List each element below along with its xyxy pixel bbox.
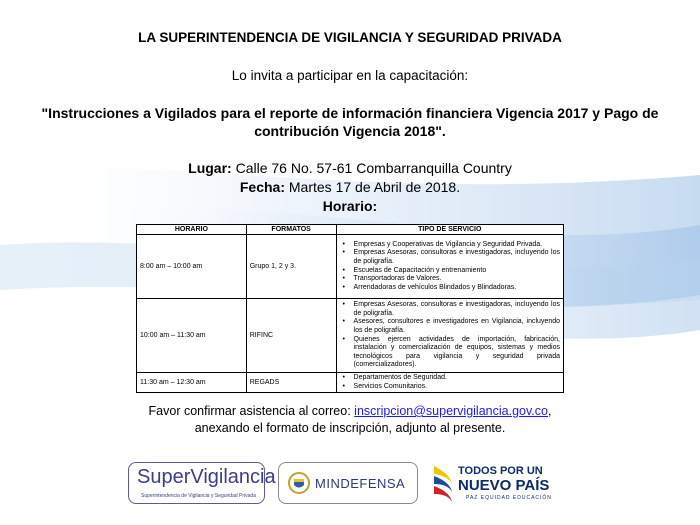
invitation-text: Lo invita a participar en la capacitación: (231, 68, 469, 83)
list-item: • Escuelas de Capacitación y entrenamiento (340, 267, 560, 276)
row-time: 11:30 am – 12:30 am (137, 373, 247, 393)
row-format: REGADS (246, 373, 336, 393)
row-services (336, 299, 563, 373)
list-item: • Servicios Comunitarios. (340, 383, 560, 392)
list-item: • Departamentos de Seguridad. (340, 374, 560, 383)
table-row (137, 235, 564, 299)
service-list (340, 301, 560, 370)
list-item: • Asesores, consultores e investigadores en Vigilancia, incluyendo los de poligrafía. (340, 318, 560, 335)
list-item: • Empresas Asesoras, consultoras e investigadoras, incluyendo los de poligrafía. (340, 249, 560, 266)
logos-bar (0, 462, 700, 507)
list-item: • Empresas Asesoras, consultoras e investigadoras, incluyendo los de poligrafía. (340, 301, 560, 318)
organization-heading: LA SUPERINTENDENCIA DE VIGILANCIA Y SEGURIDAD PRIVADA (138, 30, 562, 45)
row-time: 8:00 am – 10:00 am (137, 235, 247, 299)
service-list (340, 374, 560, 391)
row-time: 10:00 am – 11:30 am (137, 299, 247, 373)
date-line (0, 179, 700, 195)
coat-of-arms-icon (287, 471, 311, 495)
confirm-prefix: Favor confirmar asistencia al correo: (148, 404, 355, 418)
table-row (137, 373, 564, 393)
flag-swoosh-icon (430, 464, 456, 504)
todos-line2: NUEVO PAÍS (458, 477, 550, 494)
confirmation-text (0, 403, 700, 437)
header-tipo-servicio: TIPO DE SERVICIO (336, 225, 563, 235)
schedule-table (136, 224, 564, 393)
row-format: RIFINC (246, 299, 336, 373)
schedule-heading: Horario: (322, 198, 378, 214)
mindefensa-logo (278, 462, 418, 504)
table-header-row (137, 225, 564, 235)
service-list (340, 241, 560, 293)
training-title: "Instrucciones a Vigilados para el reporte de información financiera Vigencia 2017 y Pago de contribución Vigencia 2018". (41, 105, 659, 139)
list-item: • Arrendadoras de vehículos Blindados y Blindadoras. (340, 284, 560, 293)
date-value: Martes 17 de Abril de 2018. (285, 179, 461, 195)
row-services (336, 235, 563, 299)
row-services (336, 373, 563, 393)
location-value: Calle 76 No. 57-61 Combarranquilla Country (231, 160, 512, 176)
todos-line3: PAZ EQUIDAD EDUCACIÓN (466, 495, 552, 501)
location-line (0, 160, 700, 176)
date-label: Fecha: (239, 179, 285, 195)
location-label: Lugar: (188, 160, 232, 176)
header-formatos: FORMATOS (246, 225, 336, 235)
confirm-suffix: , (547, 404, 552, 418)
row-format: Grupo 1, 2 y 3. (246, 235, 336, 299)
mindefensa-name: MINDEFENSA (315, 476, 406, 491)
email-link[interactable]: inscripcion@supervigilancia.gov.co (354, 404, 548, 418)
supervigilancia-name: SuperVigilancia (137, 466, 276, 488)
todos-line1: TODOS POR UN (458, 465, 543, 477)
todos-por-un-nuevo-pais-logo (430, 462, 552, 507)
list-item: • Empresas y Cooperativas de Vigilancia y Seguridad Privada. (340, 241, 560, 250)
list-item: • Quienes ejercen actividades de importación, fabricación, instalación y comercialización de equipos, sistemas y medios tecnológicos para vigilancia y seguridad privada (comercializadores). (340, 336, 560, 370)
list-item: • Transportadoras de Valores. (340, 275, 560, 284)
attach-text: anexando el formato de inscripción, adjunto al presente. (194, 421, 506, 435)
header-horario: HORARIO (137, 225, 247, 235)
supervigilancia-logo (128, 462, 276, 504)
table-row (137, 299, 564, 373)
supervigilancia-subtitle: Superintendencia de Vigilancia y Seguridad Privada (141, 493, 256, 499)
